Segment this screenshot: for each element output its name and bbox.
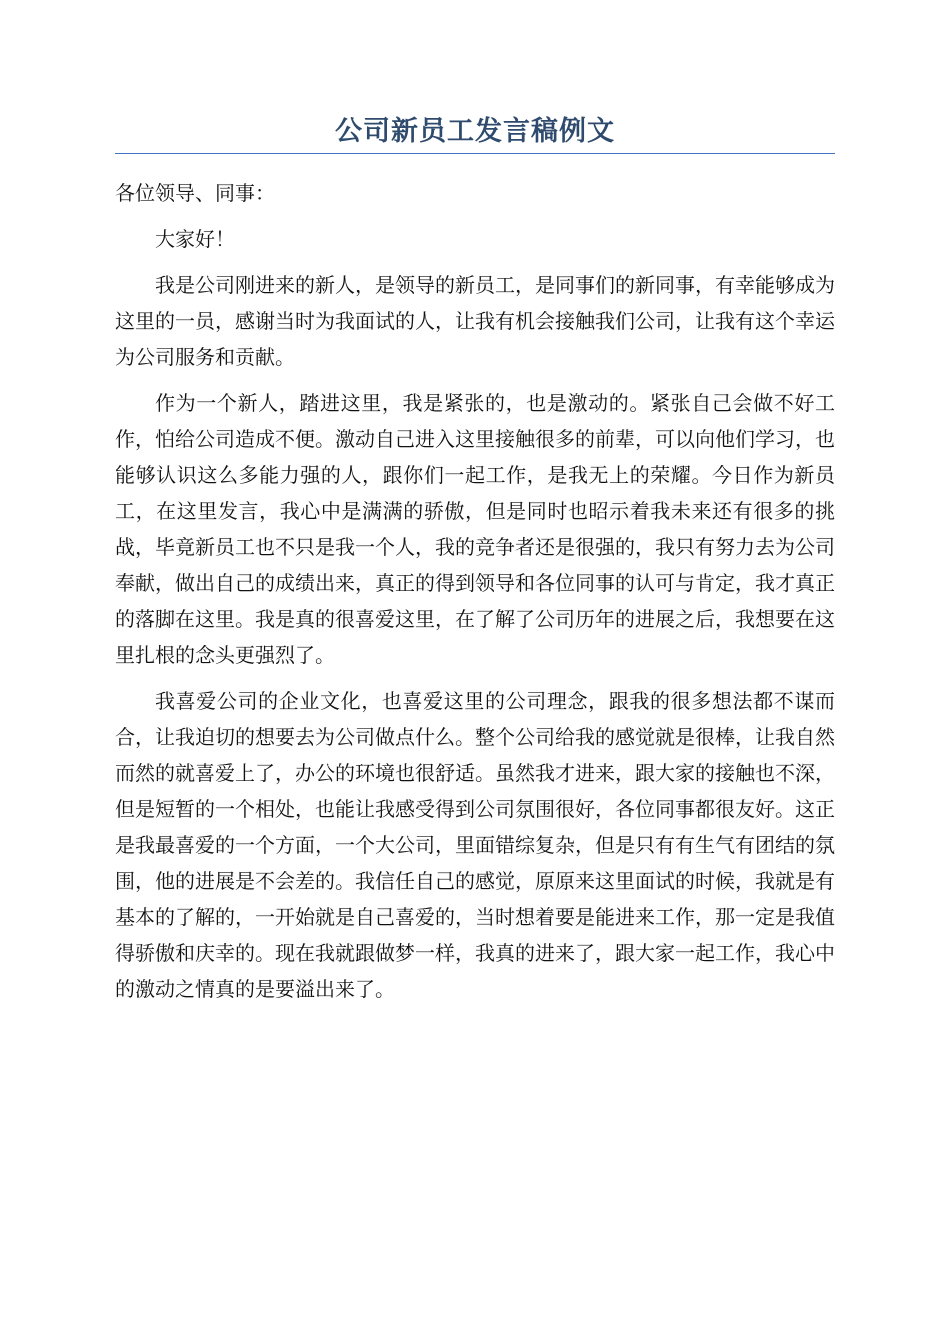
- paragraph-introduction: 我是公司刚进来的新人，是领导的新员工，是同事们的新同事，有幸能够成为这里的一员，感谢当时为我面试的人，让我有机会接触我们公司，让我有这个幸运为公司服务和贡献。: [115, 273, 835, 369]
- title-underline: [115, 153, 835, 154]
- salutation: 各位领导、同事：: [115, 181, 275, 205]
- document-title: 公司新员工发言稿例文: [335, 116, 615, 147]
- paragraph-greeting: 大家好！: [155, 227, 235, 251]
- paragraph-feelings: 作为一个新人，踏进这里，我是紧张的，也是激动的。紧张自己会做不好工作，怕给公司造成不便。激动自己进入这里接触很多的前辈，可以向他们学习，也能够认识这么多能力强的人，跟你们一起工作，是我无上的荣耀。今日作为新员工，在这里发言，我心中是满满的骄傲，但是同时也昭示着我未来还有很多的挑战，毕竟新员工也不只是我一个人，我的竞争者还是很强的，我只有努力去为公司奉献，做出自己的成绩出来，真正的得到领导和各位同事的认可与肯定，我才真正的落脚在这里。我是真的很喜爱这里，在了解了公司历年的进展之后，我想要在这里扎根的念头更强烈了。: [115, 391, 835, 667]
- document-body: [115, 175, 835, 1017]
- paragraph-culture: 我喜爱公司的企业文化，也喜爱这里的公司理念，跟我的很多想法都不谋而合，让我迫切的想要去为公司做点什么。整个公司给我的感觉就是很棒，让我自然而然的就喜爱上了，办公的环境也很舒适。虽然我才进来，跟大家的接触也不深，但是短暂的一个相处，也能让我感受得到公司氛围很好，各位同事都很友好。这正是我最喜爱的一个方面，一个大公司，里面错综复杂，但是只有有生气有团结的氛围，他的进展是不会差的。我信任自己的感觉，原原来这里面试的时候，我就是有基本的了解的，一开始就是自己喜爱的，当时想着要是能进来工作，那一定是我值得骄傲和庆幸的。现在我就跟做梦一样，我真的进来了，跟大家一起工作，我心中的激动之情真的是要溢出来了。: [115, 689, 835, 1001]
